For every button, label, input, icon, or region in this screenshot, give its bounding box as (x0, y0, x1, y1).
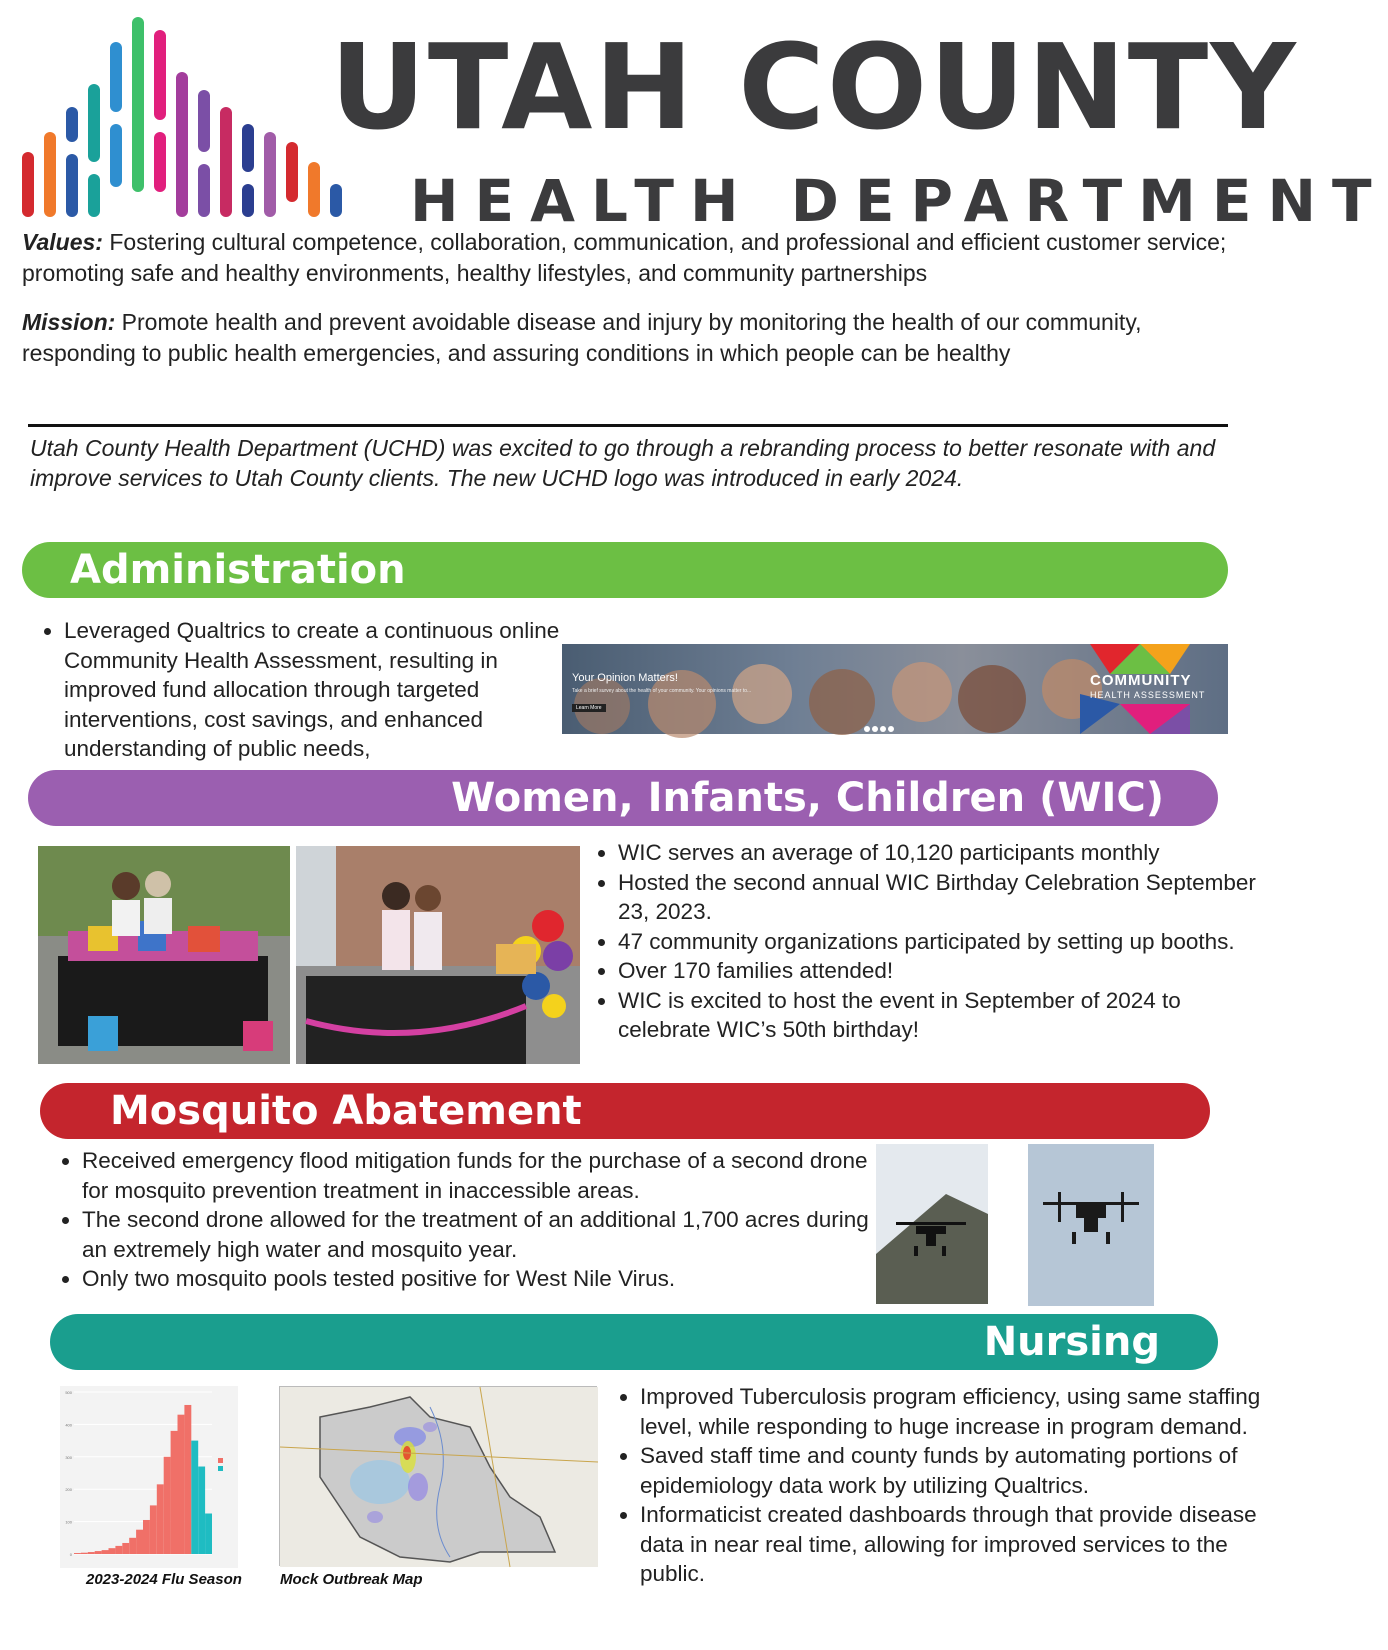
logo-bar (286, 142, 298, 202)
administration-list (38, 616, 584, 764)
banner-opinion-text: Your Opinion Matters! (572, 672, 678, 684)
chart-bar (205, 1514, 212, 1555)
drone-photo-2 (1028, 1144, 1154, 1306)
logo-bar (264, 132, 276, 217)
rebrand-intro: Utah County Health Department (UCHD) was excited to go through a rebranding process to better resonate with and improve services to Utah County clients. The new UCHD logo was introduced in early 2024. (30, 435, 1216, 491)
chart-bar (122, 1543, 129, 1554)
chart-bar (164, 1457, 171, 1554)
chart-bar (143, 1520, 150, 1554)
y-tick-label: 100 (65, 1519, 72, 1525)
values-text: Fostering cultural competence, collaboration, communication, and professional and efficient customer service; promoting safe and healthy environments, healthy lifestyles, and community partnerships (22, 229, 1227, 286)
nursing-list (614, 1382, 1290, 1589)
cha-badge-title: COMMUNITY (1090, 672, 1192, 689)
logo-bar (154, 132, 166, 192)
drone-over-hill-scene (876, 1144, 988, 1304)
community-health-assessment-banner (562, 644, 1228, 734)
list-item: • Only two mosquito pools tested positive for West Nile Virus. (82, 1264, 892, 1294)
uchd-logo-bars (18, 12, 358, 232)
banner-small-text: Take a brief survey about the health of your community. Your opinions matter to... (572, 688, 752, 694)
wic-event-photo-2 (296, 846, 580, 1064)
logo-bar (66, 107, 78, 142)
list-item: • Hosted the second annual WIC Birthday Celebration September 23, 2023. (618, 868, 1258, 927)
chart-bar (102, 1550, 109, 1554)
chart-bar (115, 1546, 122, 1554)
chart-bar (95, 1551, 102, 1554)
chart-bar (81, 1553, 88, 1554)
chart-bar (88, 1552, 95, 1554)
list-item: • Improved Tuberculosis program efficiency, using same staffing level, while responding to huge increase in program demand. (640, 1382, 1290, 1441)
wic-heading: Women, Infants, Children (WIC) (28, 770, 1218, 826)
flu-season-chart (60, 1386, 238, 1568)
map-caption: Mock Outbreak Map (280, 1571, 423, 1588)
chart-bar (74, 1553, 81, 1554)
list-item: • WIC serves an average of 10,120 participants monthly (618, 838, 1258, 868)
logo-bar (198, 90, 210, 152)
logo-bar (176, 72, 188, 217)
banner-learn-more-button[interactable]: Learn More (572, 704, 606, 712)
y-tick-label: 0 (69, 1552, 72, 1557)
legend-swatch (218, 1458, 223, 1463)
y-tick-label: 400 (65, 1422, 72, 1428)
chart-bar (150, 1505, 157, 1554)
logo-bar (110, 42, 122, 112)
wic-list (592, 838, 1258, 1045)
section-divider (28, 424, 1228, 427)
logo-bar (242, 184, 254, 217)
mosquito-heading: Mosquito Abatement (40, 1083, 1210, 1139)
logo-bar (88, 174, 100, 217)
flu-chart-caption: 2023-2024 Flu Season (86, 1571, 242, 1588)
logo-bar (220, 107, 232, 217)
mosquito-list (56, 1146, 892, 1294)
list-item: • Received emergency flood mitigation funds for the purchase of a second drone for mosquito prevention treatment in inaccessible areas. (82, 1146, 892, 1205)
wic-photo-2-scene (296, 846, 580, 1064)
drone-in-sky-scene (1028, 1144, 1154, 1306)
wic-event-photo-1 (38, 846, 290, 1064)
chart-bar (184, 1405, 191, 1554)
list-item: • Informaticist created dashboards through that provide disease data in near real time, allowing for improved services to the public. (640, 1500, 1290, 1589)
chart-bar (157, 1484, 164, 1554)
list-item: • Over 170 families attended! (618, 956, 1258, 986)
chart-bar (171, 1431, 178, 1554)
values-statement (22, 227, 1252, 289)
y-tick-label: 500 (65, 1390, 72, 1395)
mission-label: Mission: (22, 309, 116, 335)
logo-bar (242, 124, 254, 172)
logo-bar (88, 84, 100, 162)
values-label: Values: (22, 229, 103, 255)
mock-outbreak-map (279, 1386, 597, 1566)
wic-photo-1-scene (38, 846, 290, 1064)
logo-bar (132, 17, 144, 192)
cha-badge-subtitle: HEALTH ASSESSMENT (1090, 690, 1206, 700)
chart-bar (198, 1467, 205, 1554)
chart-bar (191, 1441, 198, 1554)
logo-bar (44, 132, 56, 217)
drone-photo-1 (876, 1144, 988, 1304)
chart-bar (178, 1415, 185, 1554)
y-tick-label: 200 (65, 1487, 72, 1493)
legend-swatch (218, 1466, 223, 1471)
logo-bar (66, 154, 78, 217)
logo-bar (154, 30, 166, 120)
outbreak-map-graphic (280, 1387, 598, 1567)
chart-bar (136, 1530, 143, 1554)
list-item: • Saved staff time and county funds by automating portions of epidemiology data work by utilizing Qualtrics. (640, 1441, 1290, 1500)
cha-logo-shapes (1080, 644, 1190, 734)
logo-bar (22, 152, 34, 217)
chart-bar (129, 1538, 136, 1554)
logo-bar (330, 184, 342, 217)
list-item: • Leveraged Qualtrics to create a continuous online Community Health Assessment, resulting in improved fund allocation through targeted interventions, cost savings, and enhanced understanding of public needs, (64, 616, 584, 764)
list-item: • The second drone allowed for the treatment of an additional 1,700 acres during an extremely high water and mosquito year. (82, 1205, 892, 1264)
mission-statement (22, 307, 1252, 369)
chart-bar (109, 1548, 116, 1554)
page-title: UTAH COUNTY (330, 18, 1298, 156)
list-item: • WIC is excited to host the event in September of 2024 to celebrate WIC’s 50th birthday! (618, 986, 1258, 1045)
list-item: • 47 community organizations participated by setting up booths. (618, 927, 1258, 957)
page-subtitle: HEALTH DEPARTMENT (410, 167, 1388, 235)
mission-text: Promote health and prevent avoidable disease and injury by monitoring the health of our community, responding to public health emergencies, and assuring conditions in which people can be healthy (22, 309, 1142, 366)
logo-bar (308, 162, 320, 217)
logo-bar (198, 164, 210, 217)
nursing-heading: Nursing (50, 1314, 1218, 1370)
y-tick-label: 300 (65, 1454, 72, 1460)
administration-heading: Administration (22, 542, 1228, 598)
logo-bar (110, 124, 122, 187)
